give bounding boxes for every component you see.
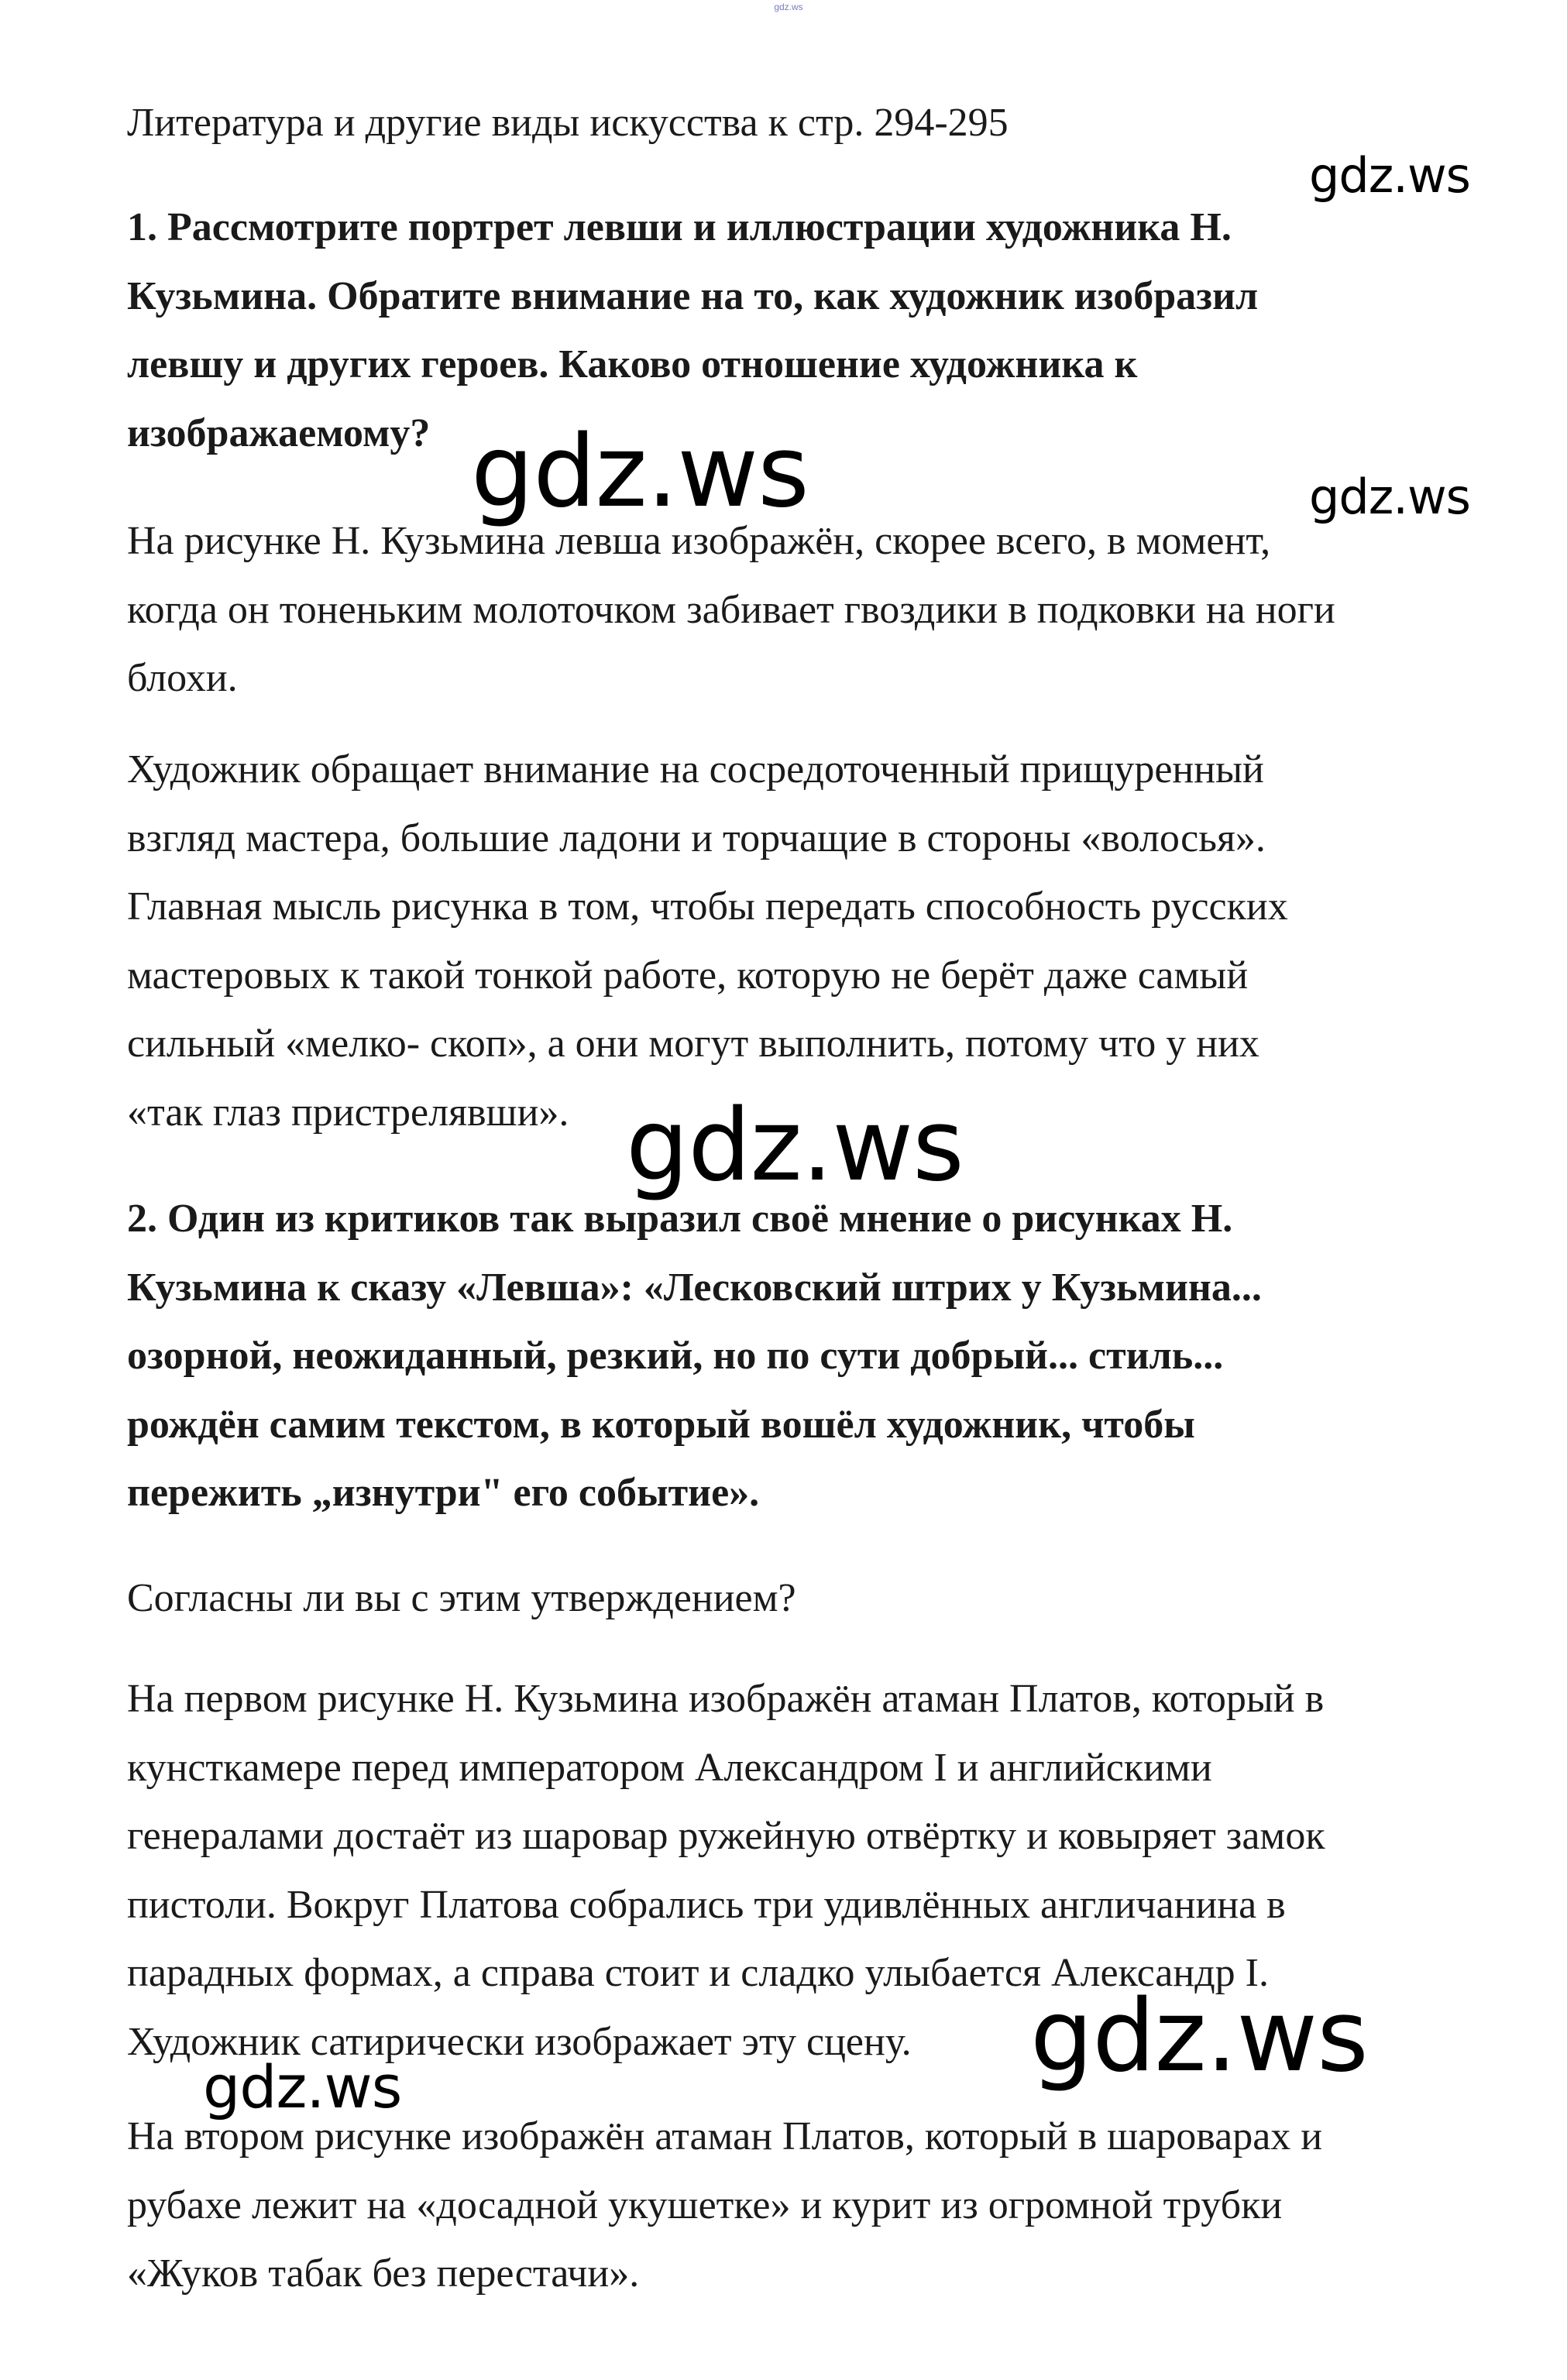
text-line: рождён самим текстом, в который вошёл художник, чтобы	[127, 1402, 1195, 1447]
text-line: кунсткамере перед императором Александром I и английскими	[127, 1745, 1212, 1790]
answer-1-paragraph-2	[127, 736, 1545, 1147]
text-line: пережить „изнутри" его событие».	[127, 1471, 760, 1515]
text-line: Художник сатирически изображает эту сцену.	[127, 2019, 912, 2064]
watermark: gdz.ws	[471, 414, 809, 530]
watermark: gdz.ws	[626, 1088, 964, 1204]
answer-1-paragraph-1	[127, 507, 1545, 713]
watermark: gdz.ws	[1309, 147, 1470, 204]
text-line: 1. Рассмотрите портрет левши и иллюстрации художника Н.	[127, 205, 1232, 249]
text-line: Кузьмина к сказу «Левша»: «Лесковский штрих у Кузьмина...	[127, 1265, 1262, 1310]
watermark: gdz.ws	[1309, 469, 1470, 525]
text-line: генералами достаёт из шаровар ружейную отвёртку и ковыряет замок	[127, 1814, 1325, 1858]
title-text: Литература и другие виды искусства к стр. 294-295	[127, 101, 1009, 145]
answer-2-paragraph-2	[127, 2103, 1545, 2309]
text-line: парадных формах, а справа стоит и сладко улыбается Александр I.	[127, 1951, 1269, 1995]
text-line: рубахе лежит на «досадной укушетке» и курит из огромной трубки	[127, 2183, 1283, 2227]
text-line: изображаемому?	[127, 410, 431, 455]
text-line: левшу и других героев. Каково отношение художника к	[127, 342, 1138, 386]
text-line: мастеровых к такой тонкой работе, которую не берёт даже самый	[127, 953, 1249, 998]
text-line: пистоли. Вокруг Платова собрались три удивлённых англичанина в	[127, 1882, 1286, 1927]
text-line: «Жуков табак без перестачи».	[127, 2251, 640, 2296]
text-line: На втором рисунке изображён атаман Платов, который в шароварах и	[127, 2114, 1323, 2158]
text-line: На рисунке Н. Кузьмина левша изображён, скорее всего, в момент,	[127, 519, 1271, 563]
text-line: сильный «мелко- скоп», а они могут выполнить, потому что у них	[127, 1022, 1259, 1066]
text-line: Кузьмина. Обратите внимание на то, как художник изобразил	[127, 273, 1259, 318]
text-line: Главная мысль рисунка в том, чтобы передать способность русских	[127, 884, 1288, 929]
text-line: Согласны ли вы с этим утверждением?	[127, 1576, 796, 1620]
text-line: «так глаз пристрелявши».	[127, 1090, 569, 1135]
question-2	[127, 1185, 1545, 1528]
header-watermark: gdz.ws	[774, 2, 803, 12]
text-line: взгляд мастера, большие ладони и торчащие в стороны «волосья».	[127, 816, 1266, 860]
question-1	[127, 194, 1545, 468]
text-line: озорной, неожиданный, резкий, но по сути добрый... стиль...	[127, 1334, 1224, 1378]
text-line: На первом рисунке Н. Кузьмина изображён атаман Платов, который в	[127, 1677, 1325, 1721]
watermark: gdz.ws	[203, 2052, 402, 2121]
text-line: блохи.	[127, 656, 238, 700]
question-2-subquestion	[127, 1564, 1545, 1633]
text-line: 2. Один из критиков так выразил своё мнение о рисунках Н.	[127, 1197, 1233, 1241]
text-line: когда он тоненьким молоточком забивает гвоздики в подковки на ноги	[127, 587, 1335, 632]
text-line: Художник обращает внимание на сосредоточенный прищуренный	[127, 747, 1264, 792]
watermark: gdz.ws	[1030, 1979, 1368, 2094]
